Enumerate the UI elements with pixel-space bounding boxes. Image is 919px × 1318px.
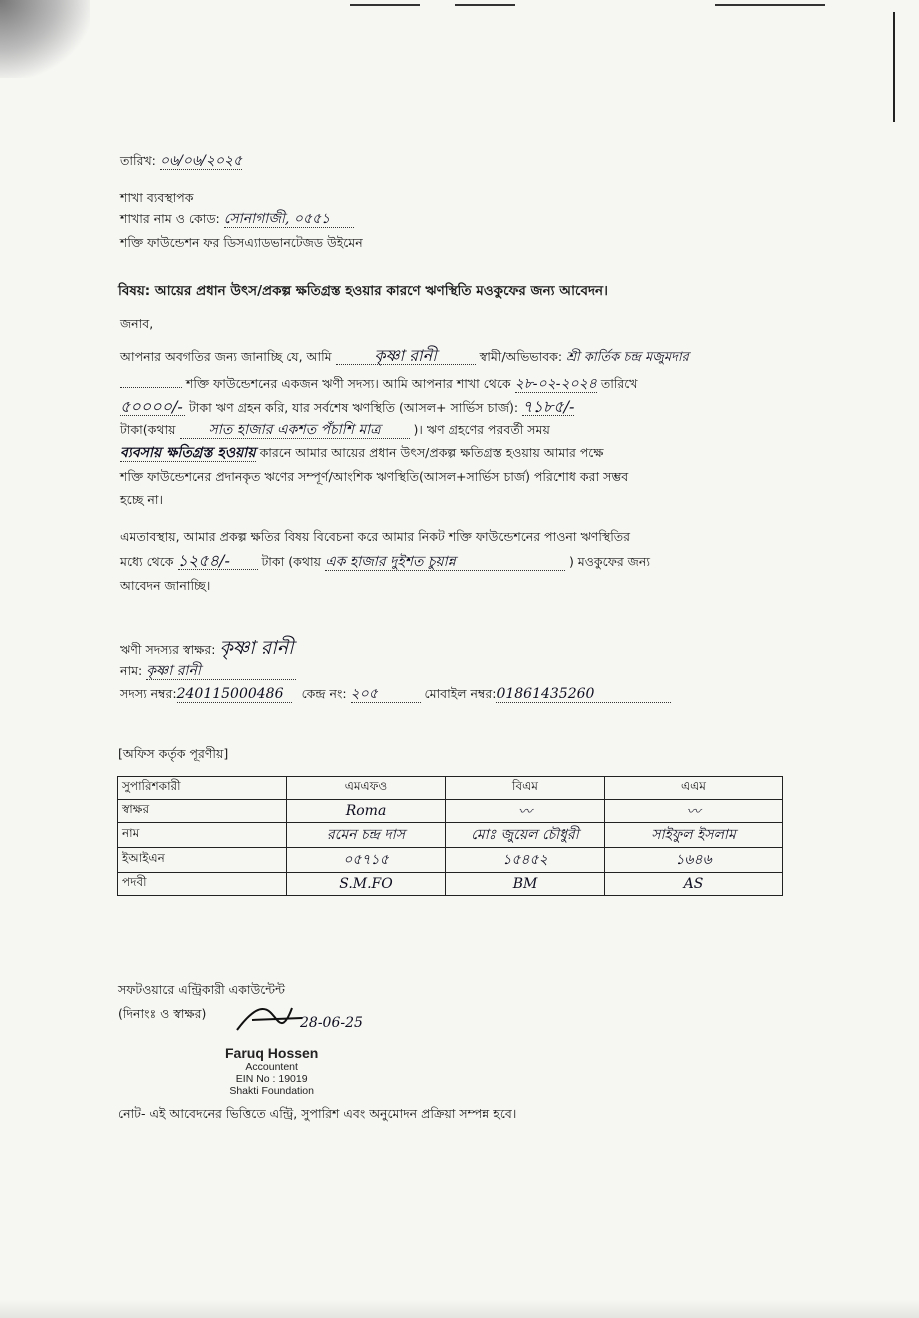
accountant-sign-date: 28-06-25 xyxy=(300,1015,363,1031)
mobile-label: মোবাইল নম্বর: xyxy=(424,686,497,701)
bm-signature: 〰 xyxy=(518,804,532,820)
date-line xyxy=(120,153,242,170)
mfo-signature: Roma xyxy=(345,803,387,819)
scan-shadow xyxy=(0,0,90,78)
balance-filled: ৭১৮৫/- xyxy=(522,397,575,416)
member-number-value: 240115000486 xyxy=(177,686,292,703)
row-label: ইআইএন xyxy=(118,848,287,873)
table-row xyxy=(118,848,783,873)
body-line-10: আবেদন জানাচ্ছি। xyxy=(120,578,211,593)
table-row xyxy=(118,800,783,823)
office-table xyxy=(117,776,783,896)
center-value: ২০৫ xyxy=(351,686,421,703)
waiver-words-filled: এক হাজার দুইশত চুয়ান্ন xyxy=(325,554,565,571)
table-header-cell: বিএম xyxy=(446,777,605,800)
stamp-org: Shakti Foundation xyxy=(229,1085,314,1097)
p1-text: তারিখে xyxy=(600,376,638,391)
body-line-3 xyxy=(120,399,574,416)
p1-text: )। ঋণ গ্রহণের পরবর্তী সময় xyxy=(413,422,550,437)
loan-date-filled: ২৮-০২-২০২৪ xyxy=(514,376,597,392)
branch-name-label: শাখার নাম ও কোড: xyxy=(120,211,220,226)
am-signature: 〰 xyxy=(686,804,701,820)
scan-edge-line xyxy=(350,4,420,6)
note: নোট- এই আবেদনের ভিত্তিতে এন্ট্রি, সুপারিশ এবং অনুমোদন প্রক্রিয়া সম্পন্ন হবে। xyxy=(118,1106,517,1121)
accountant-stamp xyxy=(225,1045,318,1097)
p1-text: টাকা(কথায় xyxy=(120,422,176,437)
p1-text: শক্তি ফাউন্ডেশনের একজন ঋণী সদস্য। আমি আপনার শাখা থেকে xyxy=(185,376,511,391)
body-line-5 xyxy=(120,445,603,462)
table-header-cell: সুপারিশকারী xyxy=(118,777,287,800)
branch-manager: শাখা ব্যবস্থাপক xyxy=(120,190,194,205)
table-cell: S.M.FO xyxy=(339,876,393,892)
stamp-ein: EIN No : 19019 xyxy=(235,1073,308,1085)
table-row xyxy=(118,873,783,896)
row-label: নাম xyxy=(118,823,287,848)
table-header-cell: এএম xyxy=(605,777,783,800)
member-signature: কৃষ্ণা রানী xyxy=(219,637,294,659)
guardian-name-filled: শ্রী কার্তিক চন্দ্র মজুমদার xyxy=(566,350,689,365)
body-line-6: শক্তি ফাউন্ডেশনের প্রদানকৃত ঋণের সম্পূর্ণ/আংশিক ঋণস্থিতি(আসল+সার্ভিস চার্জ) পরিশোধ করা সম্ভব xyxy=(120,469,629,484)
body-line-8: এমতাবস্থায়, আমার প্রকল্প ক্ষতির বিষয় বিবেচনা করে আমার নিকট শক্তি ফাউন্ডেশনের পাওনা ঋণস্থিতির xyxy=(120,529,631,544)
table-cell: সাইফুল ইসলাম xyxy=(651,827,736,843)
p2-text: টাকা (কথায় xyxy=(261,554,321,569)
p1-text: কারনে আমার আয়ের প্রধান উৎস/প্রকল্প ক্ষতিগ্রস্ত হওয়ায় আমার পক্ষে xyxy=(259,445,604,460)
table-cell: ১৫৪৫২ xyxy=(502,852,548,868)
subject: বিষয়: আয়ের প্রধান উৎস/প্রকল্প ক্ষতিগ্রস্ত হওয়ার কারণে ঋণস্থিতি মওকুফের জন্য আবেদন। xyxy=(118,283,608,299)
scan-edge-line xyxy=(893,12,895,122)
branch-name-value: সোনাগাজী, ০৫৫১ xyxy=(224,211,354,228)
table-header-row xyxy=(118,777,783,800)
table-cell: ১৬৪৬ xyxy=(675,852,712,868)
member-sign-line xyxy=(120,637,294,659)
balance-words-filled: সাত হাজার একশত পঁচাশি মাত্র xyxy=(180,422,410,439)
scan-edge-line xyxy=(715,4,825,6)
row-label: স্বাক্ষর xyxy=(118,800,287,823)
table-cell: ০৫৭১৫ xyxy=(343,852,389,868)
p2-text: ) মওকুফের জন্য xyxy=(568,554,650,569)
office-title: [অফিস কর্তৃক পূরণীয়] xyxy=(118,746,229,761)
loan-amount-filled: ৫০০০০/- xyxy=(120,399,185,416)
row-label: পদবী xyxy=(118,873,287,896)
member-sign-label: ঋণী সদস্যর স্বাক্ষর: xyxy=(120,642,216,657)
salutation: জনাব, xyxy=(120,316,154,331)
scan-edge-line xyxy=(455,4,515,6)
table-row xyxy=(118,823,783,848)
member-name-filled: কৃষ্ণা রানী xyxy=(336,348,476,365)
table-cell: BM xyxy=(512,876,538,892)
table-cell: AS xyxy=(683,876,704,892)
table-header-cell: এমএফও xyxy=(287,777,446,800)
scan-bottom-edge xyxy=(0,1300,919,1318)
org-name: শক্তি ফাউন্ডেশন ফর ডিসএ্যাডভানটেজড উইমেন xyxy=(120,235,363,250)
stamp-title: Accountent xyxy=(245,1061,298,1073)
date-label: তারিখ: xyxy=(120,153,156,168)
table-cell: মোঃ জুয়েল চৌধুরী xyxy=(471,827,579,843)
member-number-label: সদস্য নম্বর: xyxy=(120,686,177,701)
accountant-line-2: (দিনাংঃ ও স্বাক্ষর) xyxy=(118,1006,207,1021)
member-name-value: কৃষ্ণা রানী xyxy=(146,663,296,680)
body-line-9 xyxy=(120,553,650,571)
mobile-value: 01861435260 xyxy=(496,686,671,703)
accountant-line-1: সফটওয়ারে এন্ট্রিকারী একাউন্টেন্ট xyxy=(118,982,285,997)
p1-text: স্বামী/অভিভাবক: xyxy=(479,349,563,364)
p1-text: টাকা ঋণ গ্রহন করি, যার সর্বশেষ ঋণস্থিতি (আসল+ সার্ভিস চার্জ): xyxy=(188,400,519,415)
body-line-4 xyxy=(120,422,550,439)
p2-text: মধ্যে থেকে xyxy=(120,554,174,569)
waiver-amount-filled: ১২৫৪/- xyxy=(178,553,258,570)
member-info-line xyxy=(120,686,671,703)
reason-filled: ব্যবসায় ক্ষতিগ্রস্ত হওয়ায় xyxy=(120,445,256,461)
member-name-line xyxy=(120,663,296,680)
date-value: ০৬/০৬/২০২৫ xyxy=(159,153,243,169)
member-name-label: নাম: xyxy=(120,663,143,678)
body-line-2 xyxy=(120,376,638,393)
center-label: কেন্দ্র নং: xyxy=(301,686,347,701)
stamp-name: Faruq Hossen xyxy=(225,1045,319,1061)
p1-text: আপনার অবগতির জন্য জানাচ্ছি যে, আমি xyxy=(120,349,332,364)
body-line-1 xyxy=(120,348,689,366)
body-line-7: হচ্ছে না। xyxy=(120,492,163,507)
table-cell: রমেন চন্দ্র দাস xyxy=(327,827,405,843)
branch-line xyxy=(120,211,354,228)
